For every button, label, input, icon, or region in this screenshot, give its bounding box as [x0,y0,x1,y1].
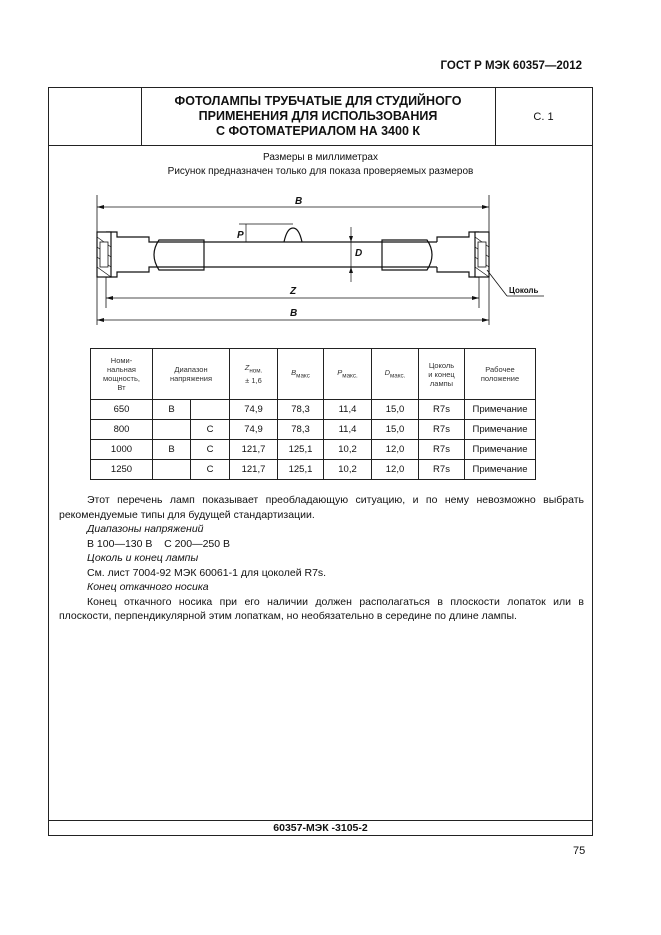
header-b: $B_{макс}$ [278,349,324,400]
voltage-ranges: B 100—130 B C 200—250 B [87,537,231,550]
voltage-heading: Диапазоны напряжений [87,523,204,535]
label-d: D [355,248,363,259]
label-p: P [237,230,244,241]
title-block [49,88,592,146]
header-voltage: Диапазон напряжения [153,349,230,400]
intro-paragraph: Этот перечень ламп показывает преобладающую ситуацию, и по нему невозможно выбрать рекомендуемые типы для будущей стандартизации. [59,494,584,521]
purpose-caption: Рисунок предназначен только для показа проверяемых размеров [167,166,474,177]
table-row: 800 C 74,9 78,3 11,4 15,0 R7s Примечание [91,420,536,440]
header-p: $P_{макс.}$ [324,349,372,400]
header-power: Номи- нальная мощность, Вт [91,349,153,400]
lamp-drawing [89,190,559,330]
table-row: 1000 B C 121,7 125,1 10,2 12,0 R7s Примечание [91,440,536,460]
page-number: 75 [573,845,586,857]
tip-heading: Конец откачного носика [87,581,209,593]
base-heading: Цоколь и конец лампы [87,552,199,564]
table-row: 1250 C 121,7 125,1 10,2 12,0 R7s Примечание [91,460,536,480]
header-z: $Z_{ном.}$ ± 1,6 [230,349,278,400]
sheet-footer-code: 60357-МЭК -3105-2 [49,820,592,835]
title-block-blank-cell [49,88,142,145]
tip-paragraph: Конец откачного носика при его наличии должен располагаться в плоскости лопаток или в плоскости, перпендикулярной этим лопаткам, но необязательно в середине по длине лампы. [59,595,584,622]
units-caption: Размеры в миллиметрах [263,152,378,163]
label-b-bottom: B [290,308,298,319]
label-base: Цоколь [509,286,539,295]
sheet-number: С. 1 [533,110,554,123]
header-position: Рабочее положение [465,349,536,400]
header-d: $D_{макс.}$ [372,349,419,400]
standard-code: ГОСТ Р МЭК 60357—2012 [440,60,582,72]
document-title: ФОТОЛАМПЫ ТРУБЧАТЫЕ ДЛЯ СТУДИЙНОГО ПРИМЕНЕНИЯ ДЛЯ ИСПОЛЬЗОВАНИЯ С ФОТОМАТЕРИАЛОМ НА 3400 К [141,88,496,145]
body-text [59,493,584,624]
table-row: 650 B 74,9 78,3 11,4 15,0 R7s Примечание [91,400,536,420]
lamp-spec-table [90,348,536,480]
base-reference: См. лист 7004-92 МЭК 60061-1 для цоколей R7s. [87,566,327,579]
label-z: Z [290,286,297,297]
document-frame [48,87,593,836]
label-b-top: B [295,196,303,207]
header-base: Цоколь и конец лампы [419,349,465,400]
